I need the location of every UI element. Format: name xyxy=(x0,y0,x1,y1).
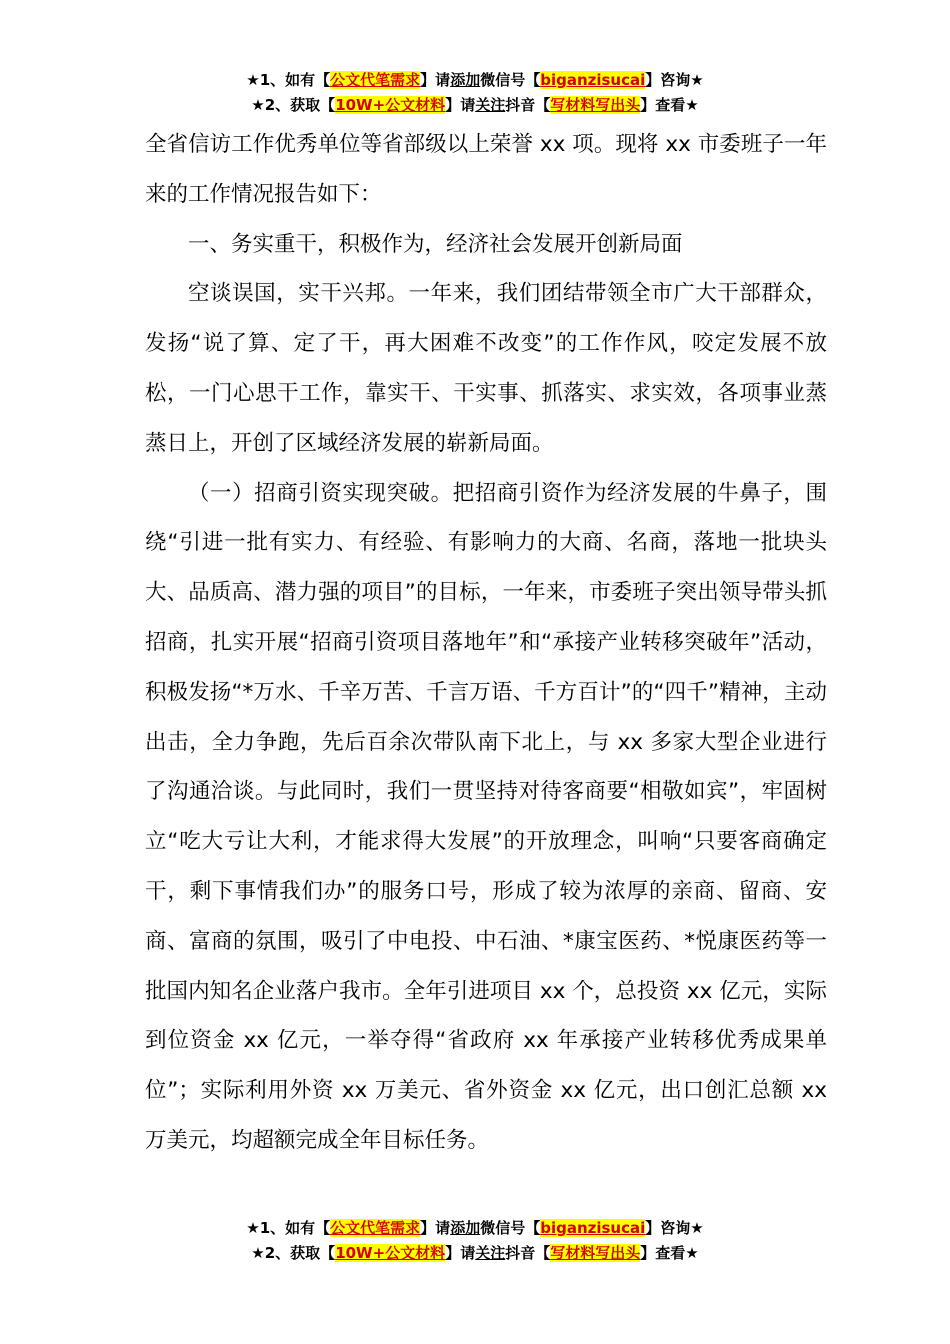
banner-text: 】请 xyxy=(420,71,451,89)
banner-text: 】查看★ xyxy=(640,1244,699,1262)
footer-banner xyxy=(0,1216,950,1266)
banner-douyin-id: 写材料写出头 xyxy=(550,1244,641,1262)
banner-wechat-id: biganzisucai xyxy=(540,1219,646,1237)
document-body xyxy=(145,120,827,1166)
banner-text: 抖音【 xyxy=(505,96,551,114)
section-heading: 一、务实重干，积极作为，经济社会发展开创新局面 xyxy=(188,231,683,257)
paragraph-intro: 全省信访工作优秀单位等省部级以上荣誉 xx 项。现将 xx 市委班子一年来的工作情况报告如下： xyxy=(145,132,827,207)
banner-underline: 关注 xyxy=(475,96,506,114)
banner-text: ★2、获取【 xyxy=(251,96,336,114)
banner-text: 】咨询★ xyxy=(645,1219,704,1237)
banner-line-2 xyxy=(0,93,950,118)
banner-text: ★1、如有【 xyxy=(246,1219,331,1237)
banner-highlight: 公文代笔需求 xyxy=(330,1219,421,1237)
banner-text: 微信号【 xyxy=(480,71,541,89)
banner-text: 抖音【 xyxy=(505,1244,551,1262)
banner-text: 】查看★ xyxy=(640,96,699,114)
banner-text: ★2、获取【 xyxy=(251,1244,336,1262)
banner-text: 】咨询★ xyxy=(645,71,704,89)
banner-text: 】请 xyxy=(445,1244,476,1262)
banner-underline: 添加 xyxy=(450,71,481,89)
paragraph: 空谈误国，实干兴邦。一年来，我们团结带领全市广大干部群众，发扬“说了算、定了干，再大困难不改变”的工作作风，咬定发展不放松，一门心思干工作，靠实干、干实事、抓落实、求实效，各项事业蒸蒸日上，开创了区域经济发展的崭新局面。 xyxy=(145,281,827,456)
banner-underline: 关注 xyxy=(475,1244,506,1262)
banner-highlight: 10W+公文材料 xyxy=(335,1244,446,1262)
banner-line-2 xyxy=(0,1241,950,1266)
banner-text: 】请 xyxy=(420,1219,451,1237)
banner-highlight: 10W+公文材料 xyxy=(335,96,446,114)
banner-text: 】请 xyxy=(445,96,476,114)
banner-line-1 xyxy=(0,68,950,93)
paragraph: （一）招商引资实现突破。把招商引资作为经济发展的牛鼻子，围绕“引进一批有实力、有经验、有影响力的大商、名商，落地一批块头大、品质高、潜力强的项目”的目标，一年来，市委班子突出领导带头抓招商，扎实开展“招商引资项目落地年”和“承接产业转移突破年”活动，积极发扬“*万水、千辛万苦、千言万语、千方百计”的“四千”精神，主动出击，全力争跑，先后百余次带队南下北上，与 xx 多家大型企业进行了沟通洽谈。与此同时，我们一贯坚持对待客商要“相敬如宾”，牢固树立“吃大亏让大利，才能求得大发展”的开放理念，叫响“只要客商确定干，剩下事情我们办”的服务口号，形成了较为浓厚的亲商、留商、安商、富商的氛围，吸引了中电投、中石油、*康宝医药、*悦康医药等一批国内知名企业落户我市。全年引进项目 xx 个，总投资 xx 亿元，实际到位资金 xx 亿元，一举夺得“省政府 xx 年承接产业转移优秀成果单位”；实际利用外资 xx 万美元、省外资金 xx 亿元，出口创汇总额 xx 万美元，均超额完成全年目标任务。 xyxy=(145,480,827,1153)
header-banner xyxy=(0,68,950,118)
banner-text: ★1、如有【 xyxy=(246,71,331,89)
banner-line-1 xyxy=(0,1216,950,1241)
banner-wechat-id: biganzisucai xyxy=(540,71,646,89)
banner-text: 微信号【 xyxy=(480,1219,541,1237)
banner-highlight: 公文代笔需求 xyxy=(330,71,421,89)
banner-douyin-id: 写材料写出头 xyxy=(550,96,641,114)
banner-underline: 添加 xyxy=(450,1219,481,1237)
